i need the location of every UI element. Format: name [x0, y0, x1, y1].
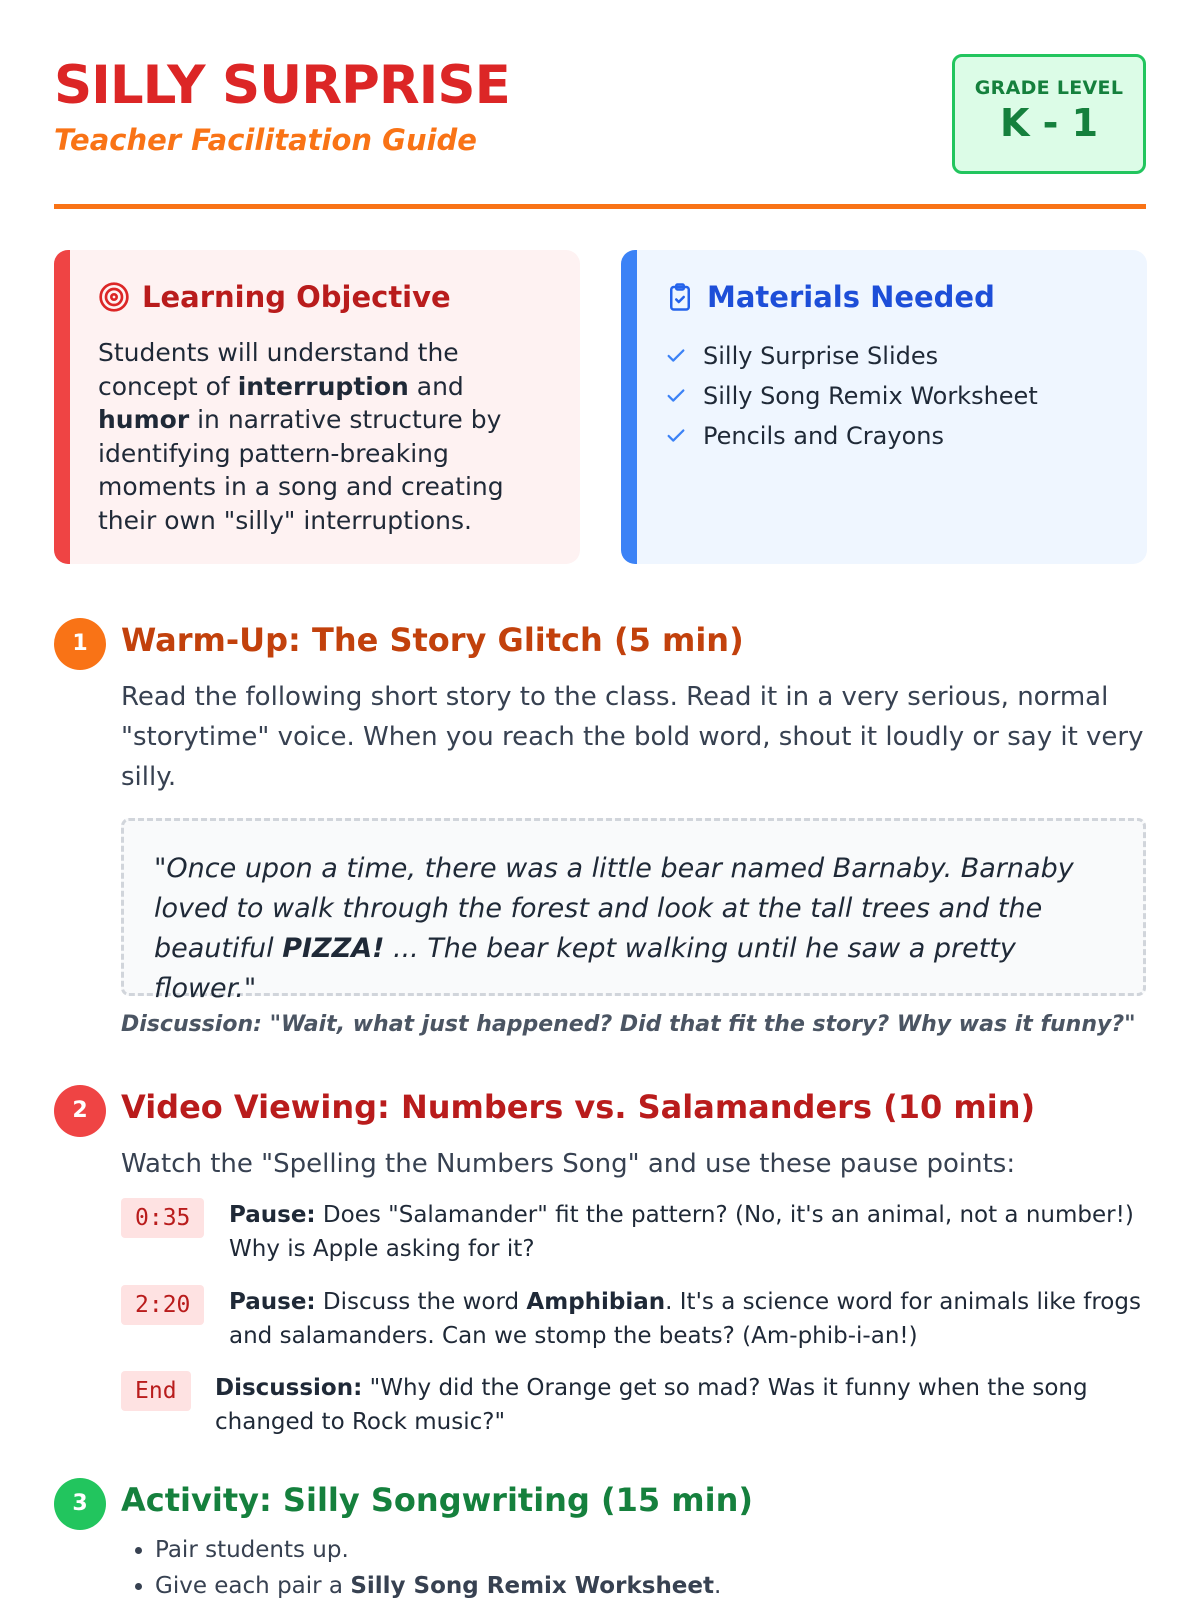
- objective-keyword-interruption: interruption: [237, 371, 409, 401]
- activity-steps: [121, 1532, 721, 1604]
- grade-level-badge: [952, 54, 1146, 174]
- pause-label: Discussion:: [215, 1375, 363, 1401]
- materials-heading: [665, 280, 995, 314]
- pause-point: [121, 1371, 1146, 1451]
- list-item: [155, 1568, 721, 1604]
- pause-description: Discuss the word: [315, 1289, 527, 1315]
- timestamp-badge: 0:35: [121, 1198, 204, 1238]
- section-title: Warm-Up: The Story Glitch (5 min): [121, 621, 744, 659]
- list-item: [665, 376, 1038, 416]
- check-icon: [665, 385, 687, 407]
- step-text-part: Give each pair a: [155, 1573, 351, 1599]
- section-number-badge: 3: [54, 1478, 106, 1530]
- discussion-prompt: Discussion: "Wait, what just happened? Did that fit the story? Why was it funny?": [121, 1012, 1136, 1037]
- story-box: [121, 818, 1146, 1004]
- pause-text: [229, 1198, 1146, 1266]
- learning-objective-text: [98, 336, 562, 537]
- pause-text: [215, 1371, 1146, 1439]
- grade-level-value: K - 1: [999, 101, 1099, 145]
- story-glitch-word: PIZZA!: [282, 933, 385, 964]
- objective-text-part: Students will understand the concept of: [98, 338, 459, 401]
- objective-keyword-humor: humor: [98, 405, 190, 434]
- section-instructions: Watch the "Spelling the Numbers Song" and use these pause points:: [121, 1149, 1016, 1179]
- pause-text: [229, 1285, 1146, 1353]
- pause-label: Pause:: [229, 1202, 316, 1228]
- grade-level-label: GRADE LEVEL: [974, 77, 1124, 99]
- page-subtitle: Teacher Facilitation Guide: [54, 123, 477, 157]
- pause-description: Does "Salamander" fit the pattern? (No, it's an animal, not a number!) Why is Apple asking for it?: [229, 1202, 1134, 1262]
- vocabulary-word: Amphibian: [526, 1289, 666, 1315]
- check-icon: [665, 425, 687, 447]
- timestamp-badge: 2:20: [121, 1285, 204, 1325]
- step-text-part: .: [714, 1573, 722, 1599]
- section-instructions: Read the following short story to the class. Read it in a very serious, normal "storytime" voice. When you reach the bold word, shout it loudly or say it very silly.: [121, 682, 1144, 792]
- section-number-badge: 2: [54, 1085, 106, 1137]
- list-item: • Pair students up.: [155, 1532, 721, 1568]
- section-title: Activity: Silly Songwriting (15 min): [121, 1481, 754, 1519]
- section-title: Video Viewing: Numbers vs. Salamanders (10 min): [121, 1088, 1036, 1126]
- learning-objective-heading: [98, 280, 451, 314]
- pause-label: Pause:: [229, 1289, 316, 1315]
- objective-text-part: in narrative structure by identifying pattern-breaking moments in a song and creating their own "silly" interruptions.: [98, 405, 504, 535]
- story-text-part: "Once upon a time, there was a little bear named Barnaby. Barnaby loved to walk through the forest and look at the tall trees and the beautiful: [154, 853, 1074, 964]
- pause-point: [121, 1198, 1146, 1278]
- story-text-part: ... The bear kept walking until he saw a pretty flower.": [154, 933, 1016, 1004]
- pause-point: [121, 1285, 1146, 1365]
- target-icon: [98, 281, 130, 313]
- pause-description: . It's a science word for animals like frogs and salamanders. Can we stomp the beats? (Am-phib-i-an!): [229, 1289, 1141, 1349]
- worksheet-name: Silly Song Remix Worksheet: [350, 1573, 715, 1599]
- header-divider: [54, 204, 1146, 209]
- timestamp-badge: End: [121, 1371, 191, 1411]
- page-header: [54, 56, 1146, 158]
- materials-card: [621, 250, 1147, 564]
- page-title: SILLY SURPRISE: [54, 55, 510, 116]
- objective-text-part: and: [408, 371, 464, 401]
- material-label: Silly Song Remix Worksheet: [703, 382, 1038, 410]
- learning-objective-card: [54, 250, 580, 564]
- learning-objective-title: Learning Objective: [142, 280, 451, 314]
- list-item: [665, 336, 1038, 376]
- materials-title: Materials Needed: [707, 280, 995, 314]
- material-label: Pencils and Crayons: [703, 422, 944, 450]
- section-number-badge: 1: [54, 618, 106, 670]
- pause-description: "Why did the Orange get so mad? Was it funny when the song changed to Rock music?": [215, 1375, 1088, 1435]
- clipboard-check-icon: [665, 281, 695, 313]
- check-icon: [665, 345, 687, 367]
- list-item: [665, 416, 1038, 456]
- materials-list: [665, 336, 1038, 456]
- material-label: Silly Surprise Slides: [703, 342, 939, 370]
